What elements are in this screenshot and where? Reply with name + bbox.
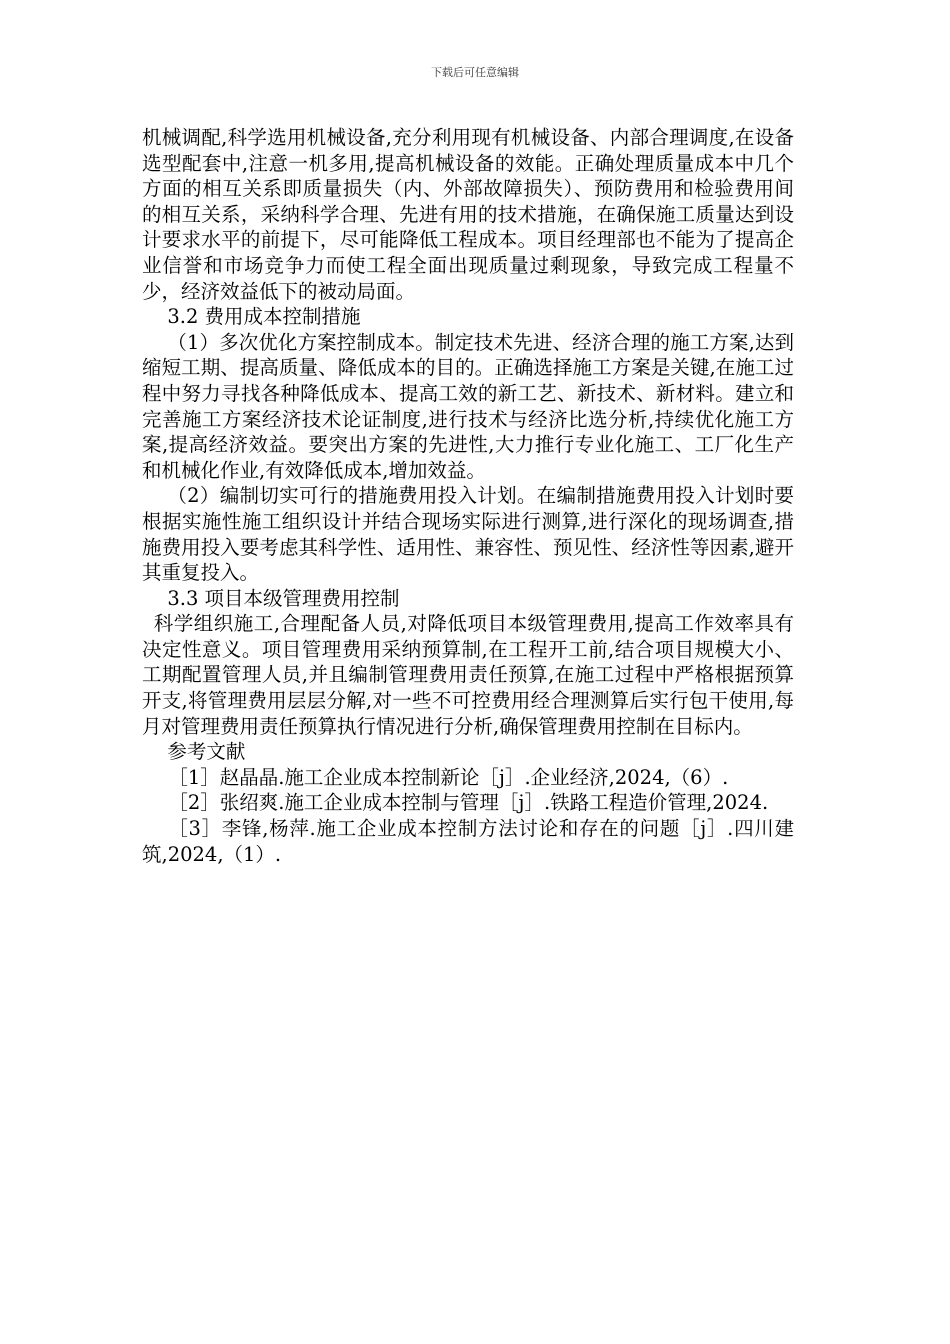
document-body: [142, 125, 794, 867]
reference-item-3: ［3］李锋,杨萍.施工企业成本控制方法讨论和存在的问题［j］.四川建筑,2024,（1）.: [142, 817, 794, 866]
paragraph-management-fee: 科学组织施工,合理配备人员,对降低项目本级管理费用,提高工作效率具有决定性意义。项目管理费用采纳预算制,在工程开工前,结合项目规模大小、工期配置管理人员,并且编制管理费用责任预算,在施工过程中严格根据预算开支,将管理费用层层分解,对一些不可控费用经合理测算后实行包干使用,每月对管理费用责任预算执行情况进行分析,确保管理费用控制在目标内。: [142, 612, 794, 738]
page-header: 下载后可任意编辑: [431, 66, 519, 79]
reference-item-2: ［2］张绍爽.施工企业成本控制与管理［j］.铁路工程造价管理,2024.: [168, 791, 769, 815]
section-heading-3-3: 3.3 项目本级管理费用控制: [167, 586, 400, 610]
reference-item-1: ［1］赵晶晶.施工企业成本控制新论［j］.企业经济,2024,（6）.: [168, 765, 729, 789]
paragraph-quality-cost: 机械调配,科学选用机械设备,充分利用现有机械设备、内部合理调度,在设备选型配套中,注意一机多用,提高机械设备的效能。正确处理质量成本中几个方面的相互关系即质量损失（内、外部故障损失）、预防费用和检验费用间的相互关系，采纳科学合理、先进有用的技术措施，在确保施工质量达到设计要求水平的前提下，尽可能降低工程成本。项目经理部也不能为了提高企业信誉和市场竞争力而使工程全面出现质量过剩现象，导致完成工程量不少，经济效益低下的被动局面。: [142, 126, 794, 303]
paragraph-measure-fee-plan: （2）编制切实可行的措施费用投入计划。在编制措施费用投入计划时要根据实施性施工组织设计并结合现场实际进行测算,进行深化的现场调查,措施费用投入要考虑其科学性、适用性、兼容性、预见性、经济性等因素,避开其重复投入。: [142, 484, 794, 585]
paragraph-optimize-plan: （1）多次优化方案控制成本。制定技术先进、经济合理的施工方案,达到缩短工期、提高质量、降低成本的目的。正确选择施工方案是关键,在施工过程中努力寻找各种降低成本、提高工效的新工艺、新技术、新材料。建立和完善施工方案经济技术论证制度,进行技术与经济比选分析,持续优化施工方案,提高经济效益。要突出方案的先进性,大力推行专业化施工、工厂化生产和机械化作业,有效降低成本,增加效益。: [142, 330, 794, 482]
section-heading-3-2: 3.2 费用成本控制措施: [167, 305, 361, 329]
references-title: 参考文献: [167, 740, 246, 764]
